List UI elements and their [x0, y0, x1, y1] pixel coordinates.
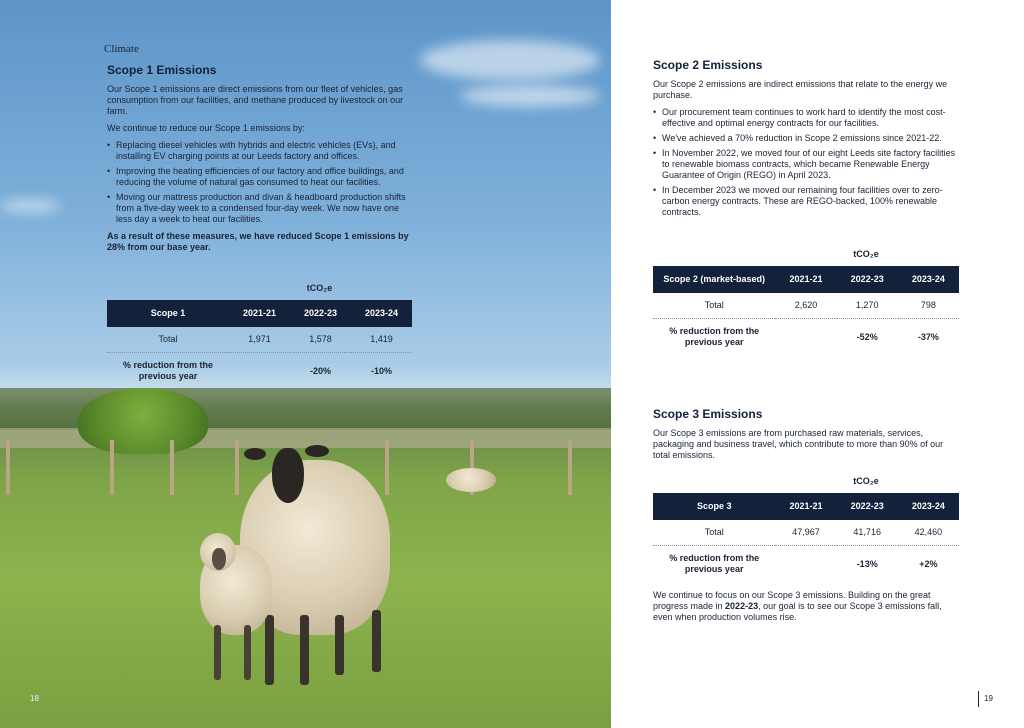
table-cell: Total: [107, 327, 229, 353]
table-cell: [775, 319, 836, 356]
table-header: 2021-21: [775, 493, 836, 520]
table-header: 2021-21: [775, 266, 836, 293]
page-number-divider: [978, 691, 979, 707]
table-cell: Total: [653, 293, 775, 319]
list-item: • Improving the heating efficiencies of our factory and office buildings, and reducing the volume of natural gas consumed to heat our facilities.: [107, 166, 412, 188]
table-cell: -20%: [309, 365, 331, 376]
scope1-section: [107, 65, 412, 259]
table-cell: -52%: [856, 331, 878, 342]
scope1-heading: Scope 1 Emissions: [107, 63, 217, 77]
list-item: • In November 2022, we moved four of our eight Leeds site factory facilities to renewable biomass contracts, which became Renewable Energy Guarantee of Origin (REGO) in April 2023.: [653, 148, 959, 181]
table-cell: [229, 353, 290, 390]
table-cell: +2%: [919, 558, 938, 569]
scope3-heading: Scope 3 Emissions: [653, 407, 763, 421]
scope2-section: [653, 60, 959, 224]
section-kicker: Climate: [104, 43, 139, 55]
table-row: [653, 293, 959, 319]
scope2-unit: tCO₂e: [853, 249, 879, 259]
table-header: Scope 3: [653, 493, 775, 520]
table-cell: -10%: [370, 365, 392, 376]
table-cell: 1,578: [290, 327, 351, 353]
table-cell: 1,419: [351, 327, 412, 353]
table-header: 2021-21: [229, 300, 290, 327]
scope3-table-block: [653, 476, 959, 582]
table-cell: % reduction from the previous year: [122, 360, 213, 381]
table-header: Scope 1: [107, 300, 229, 327]
list-item: • Our procurement team continues to work hard to identify the most cost-effective and optimal energy contracts for our facilities.: [653, 107, 959, 129]
table-header: 2023-24: [898, 266, 959, 293]
table-header: 2022-23: [837, 266, 898, 293]
table-cell: % reduction from the previous year: [669, 553, 760, 574]
scope2-heading: Scope 2 Emissions: [653, 58, 763, 72]
scope1-result: As a result of these measures, we have reduced Scope 1 emissions by 28% from our base year.: [107, 231, 409, 252]
tree: [78, 388, 208, 454]
scope2-table-block: [653, 249, 959, 355]
table-row: [653, 520, 959, 546]
scope2-table: [653, 266, 959, 355]
table-cell: 1,270: [837, 293, 898, 319]
table-cell: 42,460: [898, 520, 959, 546]
scope3-table: [653, 493, 959, 582]
table-cell: 1,971: [229, 327, 290, 353]
list-item: • In December 2023 we moved our remaining four facilities over to zero-carbon energy contracts. These are REGO-backed, 100% renewable contracts.: [653, 185, 959, 218]
table-header: 2023-24: [351, 300, 412, 327]
scope3-outro-bold: 2022-23: [725, 601, 759, 611]
scope2-intro: Our Scope 2 emissions are indirect emissions that relate to the energy we purchase.: [653, 79, 948, 100]
page-number-left: 18: [30, 694, 39, 703]
table-row: [653, 546, 959, 583]
scope1-unit: tCO₂e: [306, 283, 333, 293]
table-cell: [775, 546, 836, 583]
table-header: 2023-24: [898, 493, 959, 520]
list-item: • Moving our mattress production and divan & headboard production shifts from a five-day week to a condensed four-day week. We now have one less day a week to heat our facilities.: [107, 192, 412, 225]
table-header: Scope 2 (market-based): [653, 266, 775, 293]
scope1-table: [107, 300, 412, 389]
scope3-unit: tCO₂e: [853, 476, 879, 486]
scope3-section: [653, 409, 959, 467]
table-cell: 47,967: [775, 520, 836, 546]
table-cell: Total: [653, 520, 775, 546]
scope1-table-block: [107, 283, 412, 389]
table-header: 2022-23: [837, 493, 898, 520]
scope1-lead: We continue to reduce our Scope 1 emissions by:: [107, 123, 305, 133]
table-row: [653, 319, 959, 356]
scope3-intro: Our Scope 3 emissions are from purchased raw materials, services, packaging and business travel, which contribute to more than 90% of our total emissions.: [653, 428, 944, 460]
scope1-bullets: [107, 140, 412, 225]
table-row: [107, 327, 412, 353]
list-item: • We've achieved a 70% reduction in Scope 2 emissions since 2021-22.: [653, 133, 959, 144]
page-number-right: 19: [984, 694, 993, 703]
table-cell: 798: [898, 293, 959, 319]
scope3-outro-text-b: , our goal is to see our Scope 3 emissions fall, even when production volumes rise.: [653, 601, 942, 622]
table-row: [107, 353, 412, 390]
scope3-outro: [653, 590, 959, 629]
table-header: 2022-23: [290, 300, 351, 327]
scope2-bullets: [653, 107, 959, 218]
table-cell: -13%: [856, 558, 878, 569]
list-item: • Replacing diesel vehicles with hybrids and electric vehicles (EVs), and installing EV charging points at our Leeds factory and offices.: [107, 140, 412, 162]
scope1-intro: Our Scope 1 emissions are direct emissions from our fleet of vehicles, gas consumption from our facilities, and methane produced by livestock on our farm.: [107, 84, 404, 116]
scope3-outro-text-a: We continue to focus on our Scope 3 emissions. Building on the great progress made in: [653, 590, 931, 611]
table-cell: -37%: [917, 331, 939, 342]
table-cell: % reduction from the previous year: [669, 326, 760, 347]
table-cell: 41,716: [837, 520, 898, 546]
table-cell: 2,620: [775, 293, 836, 319]
